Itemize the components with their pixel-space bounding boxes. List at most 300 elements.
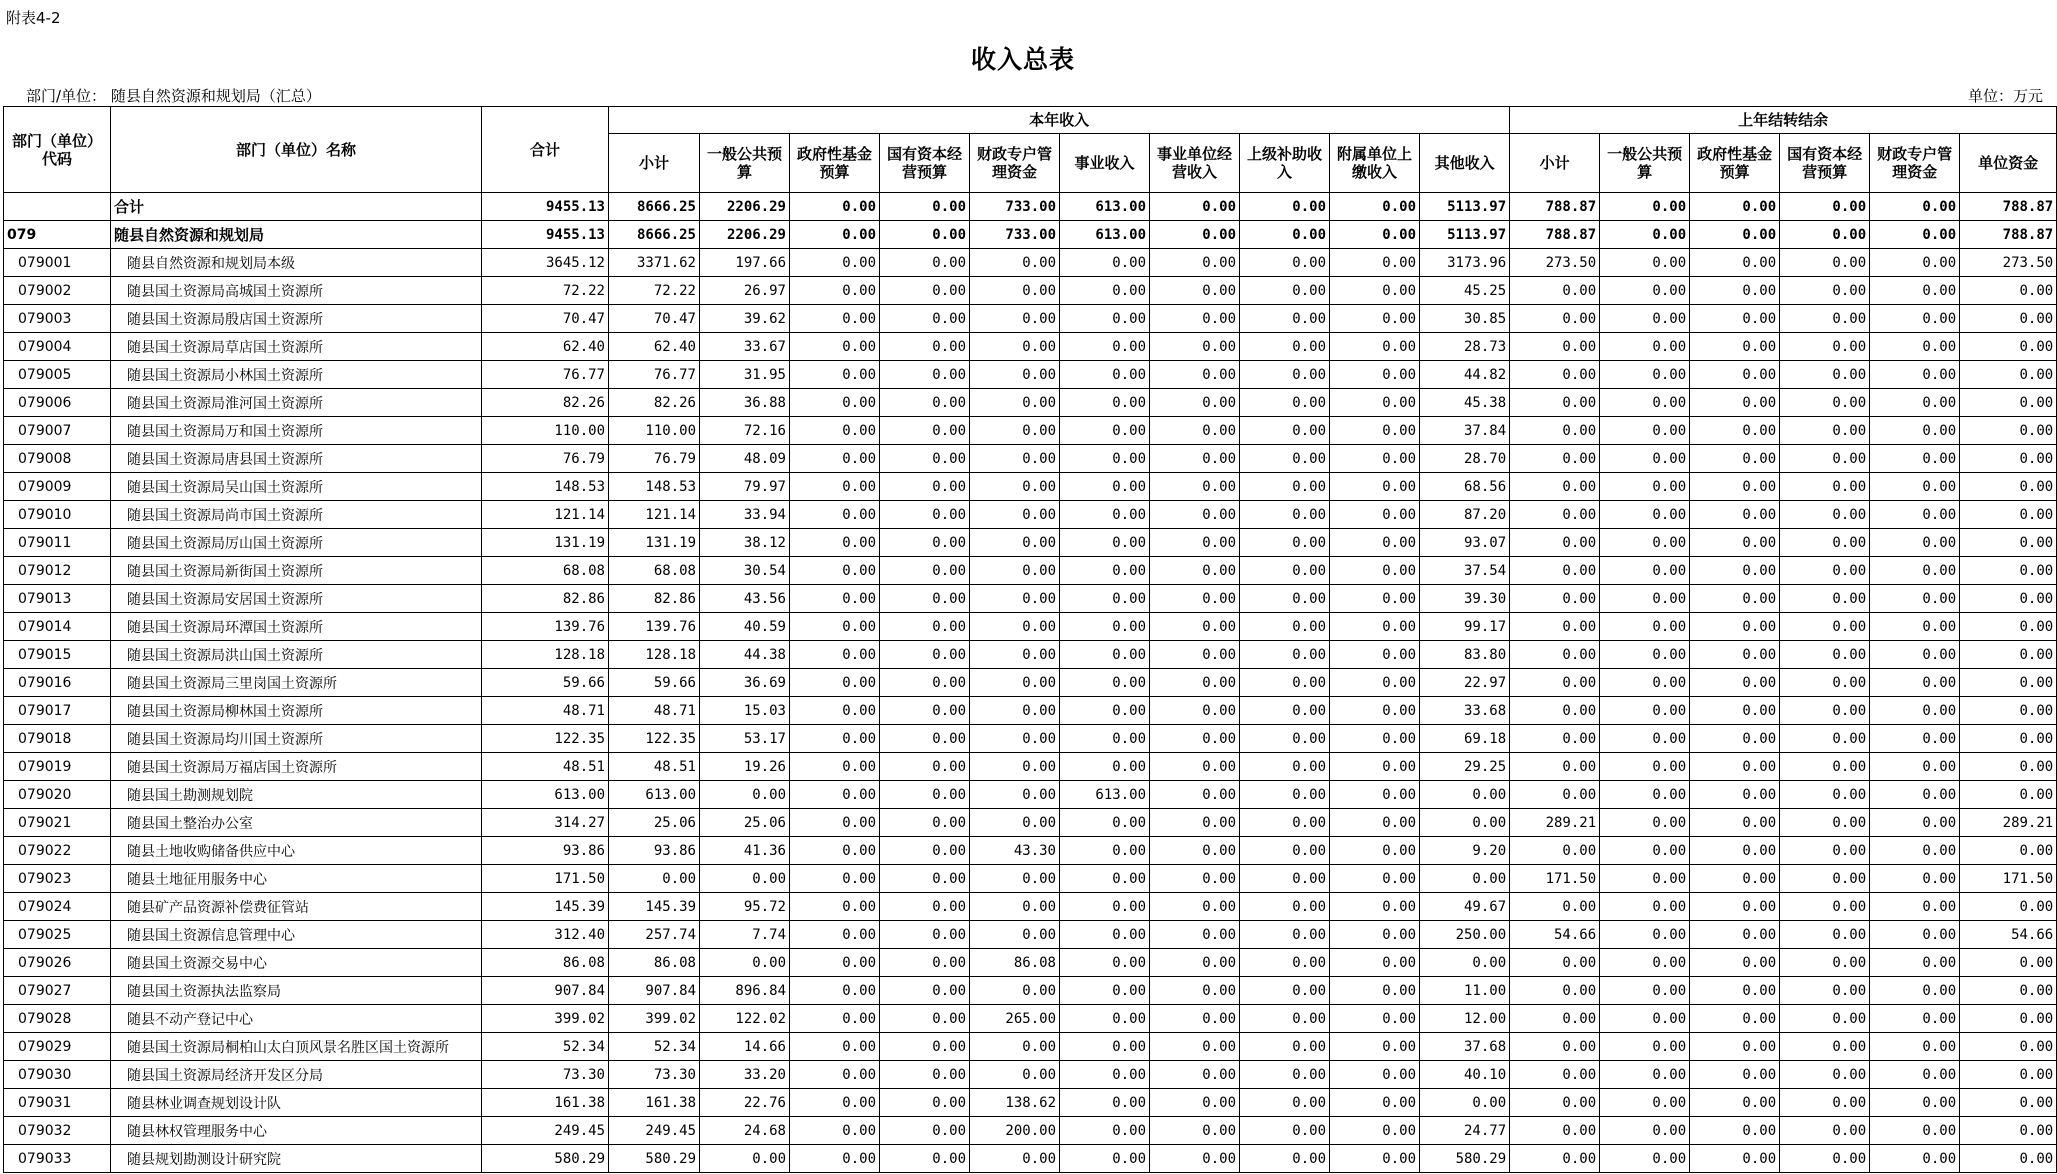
cell-value: 0.00 — [1510, 1033, 1600, 1061]
cell-value: 0.00 — [1150, 389, 1240, 417]
cell-value: 0.00 — [970, 305, 1060, 333]
cell-value: 76.79 — [609, 445, 700, 473]
header-code: 部门（单位）代码 — [4, 107, 111, 193]
cell-value: 40.10 — [1420, 1061, 1510, 1089]
cell-value: 0.00 — [1870, 1005, 1960, 1033]
cell-value: 0.00 — [1960, 781, 2057, 809]
cell-name: 随县国土资源局淮河国土资源所 — [111, 389, 482, 417]
cell-name: 随县自然资源和规划局本级 — [111, 249, 482, 277]
cell-value: 0.00 — [1150, 613, 1240, 641]
cell-value: 0.00 — [1780, 305, 1870, 333]
cell-value: 171.50 — [1960, 865, 2057, 893]
cell-value: 53.17 — [700, 725, 790, 753]
cell-value: 0.00 — [1690, 305, 1780, 333]
cell-value: 0.00 — [1150, 837, 1240, 865]
cell-value: 0.00 — [1510, 585, 1600, 613]
cell-value: 0.00 — [1870, 333, 1960, 361]
cell-value: 9.20 — [1420, 837, 1510, 865]
cell-value: 0.00 — [790, 1061, 880, 1089]
header-total: 合计 — [482, 107, 609, 193]
cell-value: 145.39 — [609, 893, 700, 921]
cell-value: 0.00 — [1330, 417, 1420, 445]
cell-value: 0.00 — [1960, 473, 2057, 501]
cell-value: 0.00 — [1600, 725, 1690, 753]
cell-name: 随县国土资源局新街国土资源所 — [111, 557, 482, 585]
cell-value: 0.00 — [1960, 1117, 2057, 1145]
cell-value: 788.87 — [1960, 193, 2057, 221]
cell-name: 随县林业调查规划设计队 — [111, 1089, 482, 1117]
cell-value: 68.08 — [482, 557, 609, 585]
cell-value: 76.77 — [482, 361, 609, 389]
cell-code: 079020 — [4, 781, 111, 809]
cell-value: 0.00 — [1870, 781, 1960, 809]
cell-name: 随县国土资源局吴山国土资源所 — [111, 473, 482, 501]
cell-value: 0.00 — [1510, 473, 1600, 501]
cell-value: 0.00 — [1780, 585, 1870, 613]
cell-value: 49.67 — [1420, 893, 1510, 921]
cell-value: 0.00 — [1060, 333, 1150, 361]
cell-value: 0.00 — [1330, 1061, 1420, 1089]
cell-value: 733.00 — [970, 221, 1060, 249]
cell-value: 0.00 — [1330, 1145, 1420, 1173]
cell-value: 0.00 — [1240, 249, 1330, 277]
cell-name: 随县林权管理服务中心 — [111, 1117, 482, 1145]
cell-value: 0.00 — [1780, 1089, 1870, 1117]
cell-value: 0.00 — [880, 1033, 970, 1061]
cell-value: 19.26 — [700, 753, 790, 781]
cell-value: 0.00 — [1960, 1005, 2057, 1033]
cell-value: 0.00 — [1960, 725, 2057, 753]
cell-value: 39.30 — [1420, 585, 1510, 613]
cell-value: 0.00 — [1780, 809, 1870, 837]
cell-value: 2206.29 — [700, 193, 790, 221]
cell-value: 0.00 — [1600, 837, 1690, 865]
cell-value: 0.00 — [970, 417, 1060, 445]
cell-value: 0.00 — [700, 865, 790, 893]
cell-value: 86.08 — [609, 949, 700, 977]
cell-value: 0.00 — [1240, 305, 1330, 333]
cell-value: 0.00 — [1060, 893, 1150, 921]
cell-value: 0.00 — [1060, 277, 1150, 305]
cell-value: 128.18 — [482, 641, 609, 669]
cell-value: 0.00 — [1150, 249, 1240, 277]
cell-value: 0.00 — [1240, 613, 1330, 641]
cell-value: 0.00 — [1600, 1005, 1690, 1033]
cell-value: 0.00 — [1870, 949, 1960, 977]
cell-value: 0.00 — [1240, 837, 1330, 865]
cell-value: 0.00 — [1780, 473, 1870, 501]
cell-value: 0.00 — [1600, 641, 1690, 669]
cell-code: 079019 — [4, 753, 111, 781]
cell-value: 54.66 — [1510, 921, 1600, 949]
cell-value: 0.00 — [1690, 1005, 1780, 1033]
cell-code: 079002 — [4, 277, 111, 305]
cell-value: 139.76 — [609, 613, 700, 641]
cell-value: 0.00 — [970, 529, 1060, 557]
cell-value: 0.00 — [880, 445, 970, 473]
cell-value: 0.00 — [1060, 669, 1150, 697]
cell-value: 0.00 — [1510, 725, 1600, 753]
cell-value: 0.00 — [1060, 585, 1150, 613]
table-row — [4, 697, 2057, 725]
cell-value: 0.00 — [1240, 669, 1330, 697]
cell-value: 0.00 — [1060, 1089, 1150, 1117]
cell-value: 0.00 — [1330, 249, 1420, 277]
cell-value: 0.00 — [1960, 613, 2057, 641]
cell-value: 0.00 — [1150, 781, 1240, 809]
table-body — [4, 193, 2057, 1173]
cell-value: 0.00 — [970, 809, 1060, 837]
cell-value: 0.00 — [1150, 445, 1240, 473]
cell-value: 0.00 — [1780, 333, 1870, 361]
cell-value: 0.00 — [1600, 361, 1690, 389]
cell-value: 0.00 — [880, 305, 970, 333]
cell-value: 0.00 — [1240, 641, 1330, 669]
cell-value: 0.00 — [1420, 865, 1510, 893]
cell-value: 0.00 — [790, 781, 880, 809]
cell-value: 0.00 — [790, 1145, 880, 1173]
table-row — [4, 557, 2057, 585]
cell-value: 580.29 — [1420, 1145, 1510, 1173]
cell-value: 0.00 — [1510, 949, 1600, 977]
cell-value: 0.00 — [1600, 1089, 1690, 1117]
cell-value: 0.00 — [790, 221, 880, 249]
cell-value: 45.25 — [1420, 277, 1510, 305]
header-carry-col: 单位资金 — [1960, 134, 2057, 193]
cell-value: 0.00 — [1510, 781, 1600, 809]
table-row — [4, 753, 2057, 781]
cell-value: 0.00 — [1060, 865, 1150, 893]
table-row — [4, 529, 2057, 557]
cell-value: 70.47 — [609, 305, 700, 333]
cell-value: 289.21 — [1960, 809, 2057, 837]
cell-value: 0.00 — [1780, 501, 1870, 529]
cell-name: 随县国土资源局唐县国土资源所 — [111, 445, 482, 473]
cell-value: 43.30 — [970, 837, 1060, 865]
cell-value: 0.00 — [1600, 949, 1690, 977]
cell-value: 0.00 — [1690, 417, 1780, 445]
cell-value: 99.17 — [1420, 613, 1510, 641]
cell-value: 26.97 — [700, 277, 790, 305]
cell-value: 0.00 — [1510, 333, 1600, 361]
cell-value: 0.00 — [790, 725, 880, 753]
cell-value: 0.00 — [880, 473, 970, 501]
cell-value: 0.00 — [1600, 613, 1690, 641]
cell-value: 0.00 — [1510, 557, 1600, 585]
cell-value: 0.00 — [790, 417, 880, 445]
cell-value: 0.00 — [1060, 305, 1150, 333]
cell-value: 0.00 — [1600, 389, 1690, 417]
cell-value: 0.00 — [1600, 249, 1690, 277]
cell-value: 122.35 — [609, 725, 700, 753]
cell-value: 0.00 — [1690, 893, 1780, 921]
cell-value: 31.95 — [700, 361, 790, 389]
cell-value: 0.00 — [1690, 809, 1780, 837]
cell-value: 0.00 — [1330, 333, 1420, 361]
cell-value: 139.76 — [482, 613, 609, 641]
cell-value: 0.00 — [970, 921, 1060, 949]
cell-value: 0.00 — [1870, 221, 1960, 249]
cell-code: 079030 — [4, 1061, 111, 1089]
table-row — [4, 669, 2057, 697]
cell-value: 0.00 — [1960, 417, 2057, 445]
cell-value: 0.00 — [1240, 949, 1330, 977]
cell-value: 0.00 — [1600, 893, 1690, 921]
cell-value: 0.00 — [1060, 445, 1150, 473]
cell-value: 0.00 — [1240, 333, 1330, 361]
cell-value: 580.29 — [482, 1145, 609, 1173]
income-summary-table — [3, 106, 2057, 1173]
cell-value: 0.00 — [1420, 1089, 1510, 1117]
cell-value: 0.00 — [1150, 501, 1240, 529]
cell-value: 0.00 — [1150, 949, 1240, 977]
cell-value: 14.66 — [700, 1033, 790, 1061]
cell-value: 128.18 — [609, 641, 700, 669]
cell-value: 0.00 — [1600, 333, 1690, 361]
cell-value: 0.00 — [880, 221, 970, 249]
cell-value: 68.56 — [1420, 473, 1510, 501]
cell-value: 0.00 — [1330, 613, 1420, 641]
cell-value: 0.00 — [1960, 277, 2057, 305]
cell-value: 0.00 — [1240, 1061, 1330, 1089]
cell-value: 0.00 — [880, 921, 970, 949]
cell-value: 0.00 — [1600, 865, 1690, 893]
cell-name: 随县国土资源局高城国土资源所 — [111, 277, 482, 305]
table-row — [4, 585, 2057, 613]
cell-value: 0.00 — [1960, 641, 2057, 669]
table-row — [4, 249, 2057, 277]
table-row — [4, 865, 2057, 893]
cell-value: 36.69 — [700, 669, 790, 697]
table-row — [4, 1061, 2057, 1089]
cell-value: 5113.97 — [1420, 221, 1510, 249]
cell-value: 0.00 — [1150, 193, 1240, 221]
cell-code: 079005 — [4, 361, 111, 389]
cell-code: 079021 — [4, 809, 111, 837]
cell-value: 0.00 — [1960, 1145, 2057, 1173]
cell-value: 0.00 — [1690, 1033, 1780, 1061]
cell-value: 79.97 — [700, 473, 790, 501]
cell-value: 0.00 — [880, 977, 970, 1005]
cell-value: 0.00 — [880, 361, 970, 389]
cell-value: 0.00 — [1330, 473, 1420, 501]
cell-value: 0.00 — [880, 249, 970, 277]
cell-value: 733.00 — [970, 193, 1060, 221]
cell-value: 0.00 — [970, 473, 1060, 501]
table-row — [4, 361, 2057, 389]
cell-value: 0.00 — [1870, 361, 1960, 389]
header-carry-col: 国有资本经营预算 — [1780, 134, 1870, 193]
cell-name: 随县国土资源局环潭国土资源所 — [111, 613, 482, 641]
cell-value: 43.56 — [700, 585, 790, 613]
cell-value: 0.00 — [1870, 809, 1960, 837]
cell-value: 44.38 — [700, 641, 790, 669]
cell-value: 0.00 — [1690, 613, 1780, 641]
cell-value: 0.00 — [880, 1061, 970, 1089]
cell-value: 0.00 — [1780, 697, 1870, 725]
cell-value: 0.00 — [1600, 1033, 1690, 1061]
cell-value: 0.00 — [880, 529, 970, 557]
cell-value: 0.00 — [1510, 417, 1600, 445]
cell-value: 0.00 — [970, 585, 1060, 613]
cell-value: 12.00 — [1420, 1005, 1510, 1033]
cell-value: 0.00 — [880, 193, 970, 221]
cell-value: 0.00 — [1240, 417, 1330, 445]
cell-value: 0.00 — [790, 669, 880, 697]
cell-value: 0.00 — [1060, 837, 1150, 865]
cell-value: 197.66 — [700, 249, 790, 277]
cell-value: 0.00 — [880, 809, 970, 837]
cell-value: 0.00 — [1330, 445, 1420, 473]
cell-value: 0.00 — [1330, 529, 1420, 557]
cell-code: 079009 — [4, 473, 111, 501]
cell-value: 38.12 — [700, 529, 790, 557]
cell-value: 0.00 — [1060, 529, 1150, 557]
cell-value: 0.00 — [1330, 1117, 1420, 1145]
cell-value: 0.00 — [790, 473, 880, 501]
cell-value: 0.00 — [1780, 221, 1870, 249]
header-current-col: 小计 — [609, 134, 700, 193]
cell-value: 33.94 — [700, 501, 790, 529]
cell-value: 171.50 — [482, 865, 609, 893]
cell-value: 0.00 — [1060, 921, 1150, 949]
cell-value: 0.00 — [1870, 529, 1960, 557]
cell-value: 0.00 — [1330, 753, 1420, 781]
cell-value: 0.00 — [1600, 781, 1690, 809]
cell-value: 0.00 — [970, 249, 1060, 277]
cell-value: 289.21 — [1510, 809, 1600, 837]
cell-value: 0.00 — [790, 977, 880, 1005]
cell-value: 0.00 — [1240, 977, 1330, 1005]
cell-value: 0.00 — [1960, 669, 2057, 697]
cell-value: 0.00 — [1060, 1061, 1150, 1089]
cell-value: 110.00 — [609, 417, 700, 445]
cell-value: 0.00 — [1060, 249, 1150, 277]
cell-value: 11.00 — [1420, 977, 1510, 1005]
cell-value: 0.00 — [790, 193, 880, 221]
cell-value: 0.00 — [1150, 277, 1240, 305]
cell-value: 0.00 — [880, 1089, 970, 1117]
cell-value: 0.00 — [1690, 221, 1780, 249]
cell-value: 0.00 — [1690, 921, 1780, 949]
cell-value: 0.00 — [1780, 417, 1870, 445]
cell-value: 0.00 — [1960, 1061, 2057, 1089]
cell-value: 0.00 — [1240, 1145, 1330, 1173]
cell-value: 0.00 — [1330, 389, 1420, 417]
cell-value: 0.00 — [1330, 193, 1420, 221]
cell-code: 079032 — [4, 1117, 111, 1145]
cell-code: 079001 — [4, 249, 111, 277]
cell-value: 0.00 — [1870, 501, 1960, 529]
cell-value: 0.00 — [790, 809, 880, 837]
cell-value: 0.00 — [970, 725, 1060, 753]
cell-value: 83.80 — [1420, 641, 1510, 669]
cell-value: 72.22 — [482, 277, 609, 305]
cell-value: 0.00 — [880, 1117, 970, 1145]
cell-value: 0.00 — [1690, 529, 1780, 557]
table-row — [4, 277, 2057, 305]
cell-value: 0.00 — [1240, 697, 1330, 725]
cell-value: 0.00 — [1240, 753, 1330, 781]
cell-value: 0.00 — [1780, 1033, 1870, 1061]
cell-value: 0.00 — [1780, 529, 1870, 557]
cell-value: 15.03 — [700, 697, 790, 725]
cell-value: 0.00 — [1870, 725, 1960, 753]
cell-code: 079006 — [4, 389, 111, 417]
cell-value: 59.66 — [482, 669, 609, 697]
cell-value: 0.00 — [790, 697, 880, 725]
table-row — [4, 305, 2057, 333]
cell-value: 24.68 — [700, 1117, 790, 1145]
cell-value: 0.00 — [700, 949, 790, 977]
table-row — [4, 1117, 2057, 1145]
cell-value: 0.00 — [1960, 445, 2057, 473]
cell-value: 148.53 — [482, 473, 609, 501]
cell-value: 0.00 — [1690, 977, 1780, 1005]
cell-value: 95.72 — [700, 893, 790, 921]
cell-value: 0.00 — [1690, 669, 1780, 697]
cell-value: 0.00 — [970, 613, 1060, 641]
cell-value: 0.00 — [1510, 977, 1600, 1005]
cell-value: 22.97 — [1420, 669, 1510, 697]
cell-value: 0.00 — [1240, 221, 1330, 249]
cell-value: 0.00 — [1330, 949, 1420, 977]
cell-code: 079029 — [4, 1033, 111, 1061]
cell-value: 0.00 — [1060, 361, 1150, 389]
cell-value: 0.00 — [880, 669, 970, 697]
cell-value: 0.00 — [1150, 1005, 1240, 1033]
cell-value: 0.00 — [880, 277, 970, 305]
cell-value: 0.00 — [1150, 725, 1240, 753]
cell-value: 0.00 — [1510, 361, 1600, 389]
cell-value: 0.00 — [790, 1117, 880, 1145]
cell-value: 37.84 — [1420, 417, 1510, 445]
cell-value: 0.00 — [1150, 305, 1240, 333]
header-name: 部门（单位）名称 — [111, 107, 482, 193]
cell-value: 0.00 — [970, 669, 1060, 697]
cell-value: 0.00 — [1510, 837, 1600, 865]
cell-value: 0.00 — [1870, 1061, 1960, 1089]
cell-code: 079031 — [4, 1089, 111, 1117]
cell-value: 93.86 — [482, 837, 609, 865]
cell-value: 0.00 — [1690, 697, 1780, 725]
cell-code: 079022 — [4, 837, 111, 865]
cell-value: 0.00 — [1600, 977, 1690, 1005]
cell-value: 273.50 — [1960, 249, 2057, 277]
table-row — [4, 977, 2057, 1005]
cell-value: 82.86 — [482, 585, 609, 613]
header-current-col: 上级补助收入 — [1240, 134, 1330, 193]
cell-value: 62.40 — [482, 333, 609, 361]
cell-value: 0.00 — [1600, 585, 1690, 613]
cell-name: 合计 — [111, 193, 482, 221]
cell-value: 0.00 — [1600, 669, 1690, 697]
appendix-label: 附表4-2 — [6, 9, 61, 27]
cell-value: 0.00 — [1690, 361, 1780, 389]
cell-value: 5113.97 — [1420, 193, 1510, 221]
header-current-col: 国有资本经营预算 — [880, 134, 970, 193]
cell-value: 0.00 — [790, 277, 880, 305]
cell-value: 54.66 — [1960, 921, 2057, 949]
cell-name: 随县土地征用服务中心 — [111, 865, 482, 893]
cell-code: 079015 — [4, 641, 111, 669]
cell-name: 随县自然资源和规划局 — [111, 221, 482, 249]
cell-value: 45.38 — [1420, 389, 1510, 417]
cell-value: 0.00 — [1690, 753, 1780, 781]
cell-value: 0.00 — [1690, 557, 1780, 585]
cell-value: 0.00 — [1780, 977, 1870, 1005]
cell-name: 随县国土资源局殷店国土资源所 — [111, 305, 482, 333]
